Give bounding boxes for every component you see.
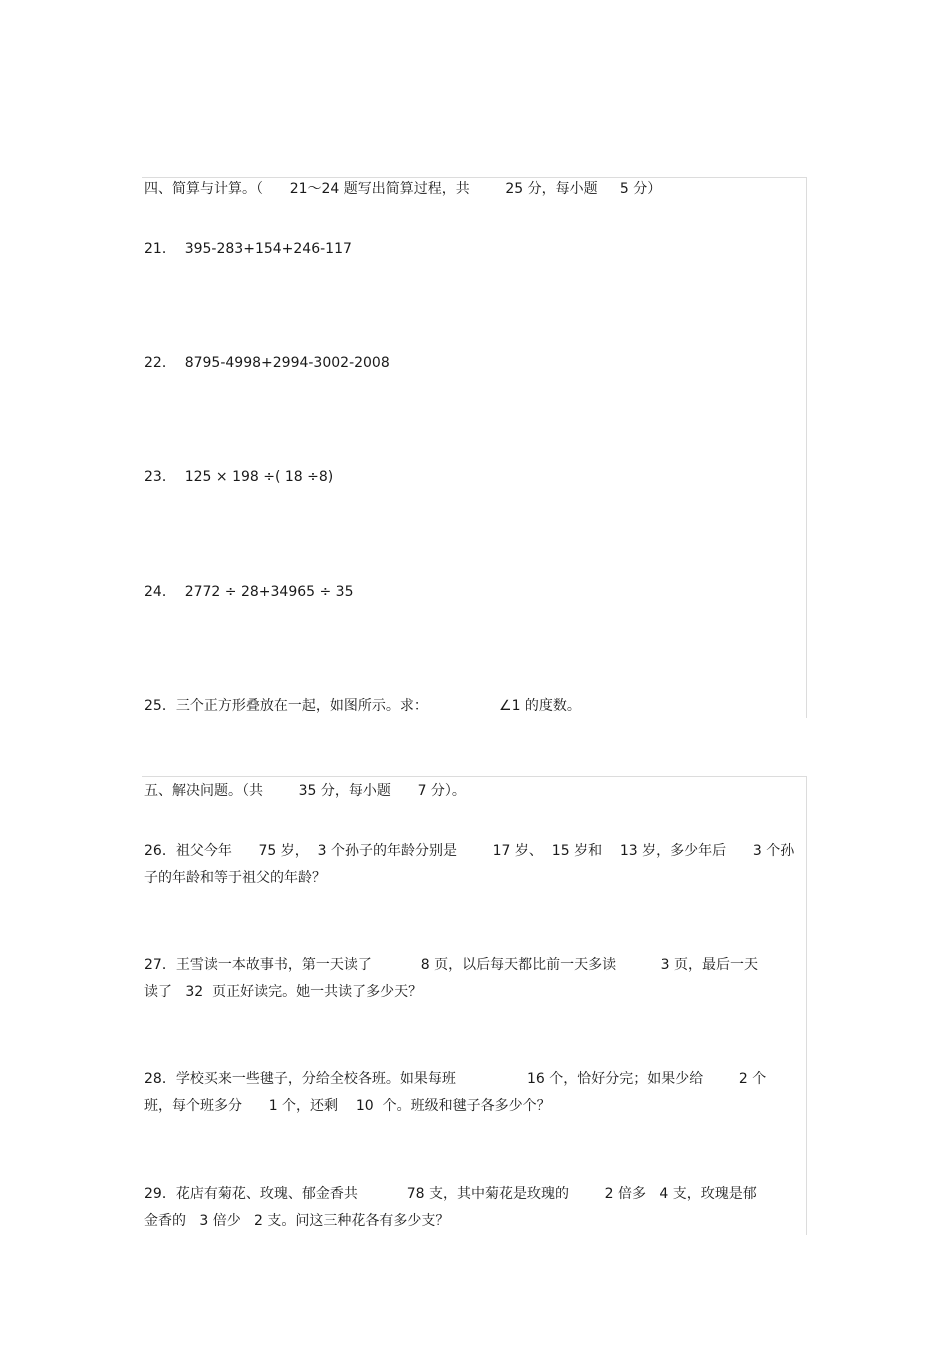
section-four-heading: 四、简算与计算。（ 21～24 题写出简算过程，共 25 分，每小题 5 分） [144,181,662,197]
question-28-line-2: 班，每个班多分 1 个，还剩 10 个。班级和毽子各多少个？ [144,1098,551,1114]
question-25: 25．三个正方形叠放在一起，如图所示。求： ∠1 的度数。 [144,698,581,714]
question-27-line-1: 27．王雪读一本故事书，第一天读了 8 页，以后每天都比前一天多读 3 页，最后一天 [144,957,758,973]
section-five-heading: 五、解决问题。（共 35 分，每小题 7 分）。 [144,783,466,799]
question-27-line-2: 读了 32 页正好读完。她一共读了多少天？ [144,984,423,1000]
question-21: 21． 395-283+154+246-117 [144,241,352,257]
section-four-calculation [142,177,807,718]
question-29-line-1: 29．花店有菊花、玫瑰、郁金香共 78 支，其中菊花是玫瑰的 2 倍多 4 支，玫瑰是郁 [144,1186,757,1202]
question-23: 23． 125 × 198 ÷( 18 ÷8) [144,469,334,485]
section-five-word-problems [142,776,807,1235]
question-26-line-2: 子的年龄和等于祖父的年龄？ [144,870,326,886]
question-28-line-1: 28．学校买来一些毽子，分给全校各班。如果每班 16 个，恰好分完；如果少给 2 个 [144,1071,767,1087]
question-26-line-1: 26．祖父今年 75 岁， 3 个孙子的年龄分别是 17 岁、 15 岁和 13 岁，多少年后 3 个孙 [144,843,795,859]
question-24: 24． 2772 ÷ 28+34965 ÷ 35 [144,584,354,600]
question-29-line-2: 金香的 3 倍少 2 支。问这三种花各有多少支？ [144,1213,450,1229]
question-22: 22． 8795-4998+2994-3002-2008 [144,355,390,371]
